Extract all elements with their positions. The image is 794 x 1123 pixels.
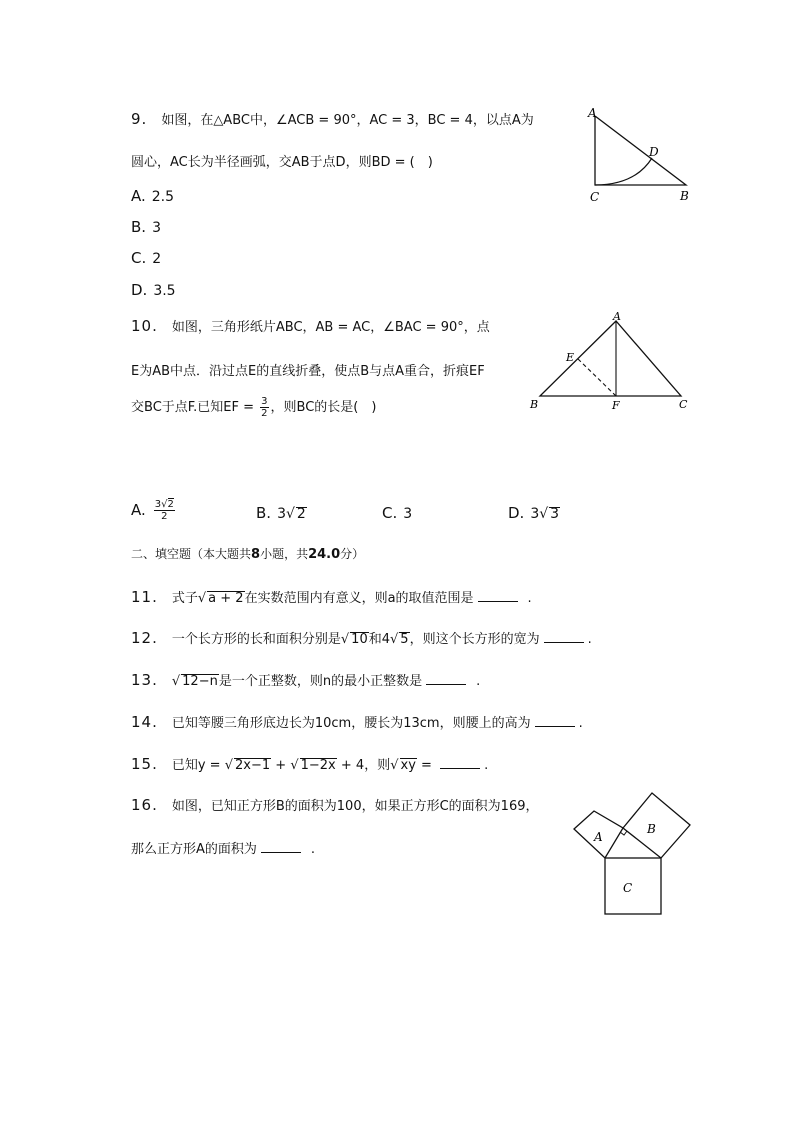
- q12-line: 12. 一个长方形的长和面积分别是√ 10和4√ 5，则这个长方形的宽为 .: [131, 629, 592, 647]
- q10-option-a[interactable]: A. $\frac{3√2}{2}$: [131, 499, 174, 522]
- q9-option-b[interactable]: B. 3: [131, 218, 161, 236]
- q10-label-f: F: [612, 399, 620, 412]
- q10-stem-3b: ，则BC的长是( ): [270, 400, 377, 415]
- q9-triangle-figure: [580, 104, 700, 208]
- q13-line: 13. √ 12−n是一个正整数，则n的最小正整数是 .: [131, 671, 481, 689]
- q15-number: 15.: [131, 755, 158, 773]
- q16-answer-blank[interactable]: [261, 842, 301, 853]
- q9-option-d[interactable]: D. 3.5: [131, 281, 176, 299]
- q15-line: 15. 已知y = √ 2x−1 + √ 1−2x + 4，则√ xy = .: [131, 755, 489, 773]
- q10-triangle-figure: [528, 310, 698, 414]
- q10-option-a-fraction: $\frac{3√2}{2}$: [154, 499, 174, 522]
- q11-answer-blank[interactable]: [478, 591, 518, 602]
- q10-line3: [131, 396, 376, 419]
- q10-label-e: E: [566, 351, 575, 364]
- q13-answer-blank[interactable]: [426, 674, 466, 685]
- q15-answer-blank[interactable]: [440, 758, 480, 769]
- q16-squares-figure: [570, 788, 696, 920]
- q11-line: 11. 式子√ a + 2在实数范围内有意义，则a的取值范围是 .: [131, 588, 532, 606]
- q16-label-c: C: [623, 881, 633, 895]
- q10-option-c[interactable]: C. 3: [382, 504, 413, 522]
- q14-answer-blank[interactable]: [535, 716, 575, 727]
- q10-label-a: A: [613, 310, 621, 323]
- q9-option-c[interactable]: C. 2: [131, 249, 162, 267]
- q16-line1: 16. 如图，已知正方形B的面积为100，如果正方形C的面积为169，: [131, 796, 539, 814]
- q9-label-d: D: [649, 145, 659, 159]
- q9-label-c: C: [590, 190, 600, 204]
- q10-label-c: C: [679, 398, 688, 411]
- q14-line: 14. 已知等腰三角形底边长为10cm，腰长为13cm，则腰上的高为 .: [131, 713, 583, 731]
- q9-line1: [131, 109, 534, 128]
- q12-answer-blank[interactable]: [544, 632, 584, 643]
- q9-stem-2: 圆心，AC长为半径画弧，交AB于点D，则BD = ( ): [131, 155, 433, 170]
- q9-label-a: A: [588, 106, 597, 120]
- q10-stem-2: E为AB中点．沿过点E的直线折叠，使点B与点A重合，折痕EF: [131, 364, 485, 379]
- q10-label-b: B: [530, 398, 539, 411]
- section-fill-blank-heading: 二、填空题（本大题共8小题，共24.0分）: [131, 547, 365, 562]
- q12-number: 12.: [131, 629, 158, 647]
- q16-label-b: B: [647, 822, 656, 836]
- q14-number: 14.: [131, 713, 158, 731]
- q9-stem-1: 如图，在△ABC中，∠ACB = 90°，AC = 3，BC = 4，以点A为: [161, 113, 534, 128]
- q10-number: 10.: [131, 317, 158, 335]
- q13-number: 13.: [131, 671, 158, 689]
- q16-number: 16.: [131, 796, 158, 814]
- q9-option-a[interactable]: A. 2.5: [131, 187, 175, 205]
- q10-option-d[interactable]: D. 3√ 3: [508, 504, 560, 522]
- q9-number: 9.: [131, 110, 148, 128]
- q11-radicand: a + 2: [208, 591, 244, 606]
- q11-number: 11.: [131, 588, 158, 606]
- q10-stem-1: 如图，三角形纸片ABC，AB = AC，∠BAC = 90°，点: [171, 320, 490, 335]
- q10-option-b[interactable]: B. 3√ 2: [256, 504, 306, 522]
- q10-line1: [131, 316, 490, 335]
- q10-stem-3a: 交BC于点F.已知EF =: [131, 400, 259, 415]
- q10-fraction: $\frac{3}{2}$: [261, 396, 268, 419]
- q16-line2: 那么正方形A的面积为 .: [131, 842, 316, 857]
- q9-label-b: B: [680, 189, 689, 203]
- q16-label-a: A: [594, 830, 603, 844]
